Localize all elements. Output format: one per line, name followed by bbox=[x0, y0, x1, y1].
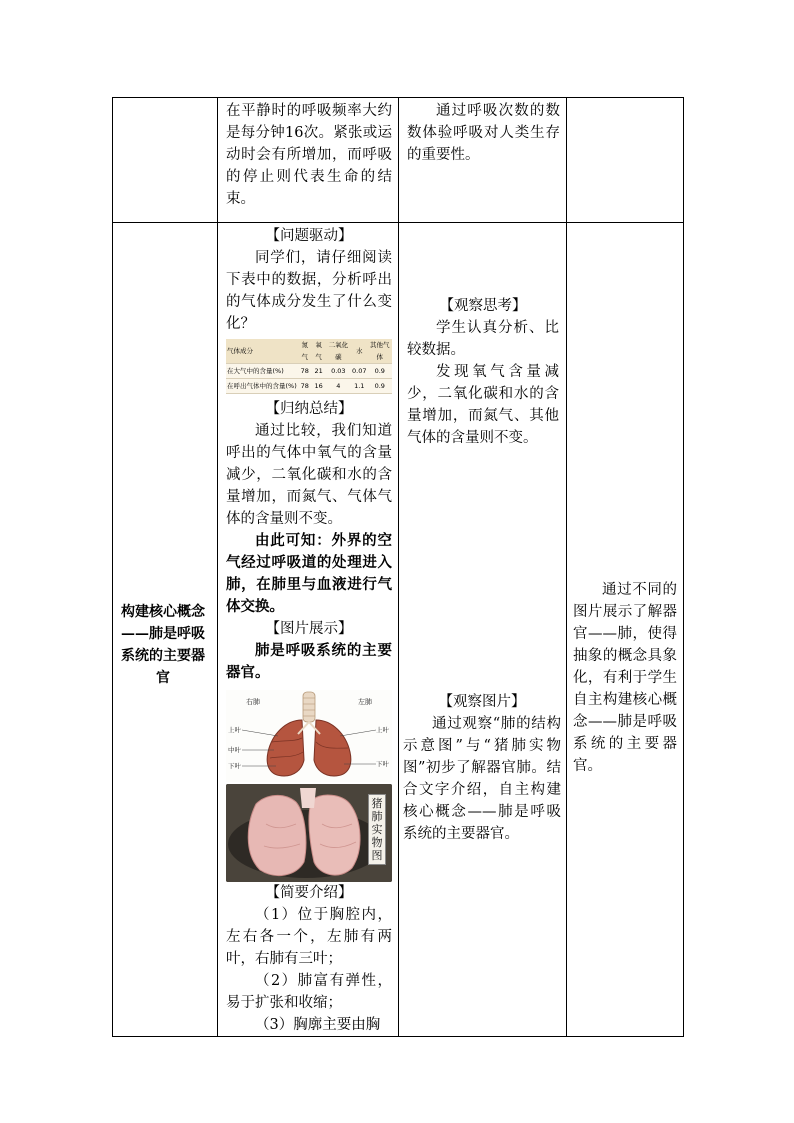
gas-header-cell: 二氧化碳 bbox=[326, 339, 351, 364]
middle-lobe-label: 中叶 bbox=[228, 746, 241, 754]
gas-header-cell: 水 bbox=[351, 339, 367, 364]
lower-lobe-label: 下叶 bbox=[228, 762, 241, 770]
student-breathing-text: 通过呼吸次数的数数体验呼吸对人类生存的重要性。 bbox=[407, 103, 560, 163]
observe-think-heading: 【观察思考】 bbox=[439, 298, 527, 314]
gas-cell: 0.9 bbox=[368, 379, 392, 394]
lesson-plan-table bbox=[112, 97, 684, 1037]
left-lung-label: 左肺 bbox=[358, 698, 372, 706]
gas-header-cell: 氮气 bbox=[298, 339, 312, 364]
lower-lobe-label: 下叶 bbox=[376, 760, 389, 768]
problem-text: 同学们，请仔细阅读下表中的数据，分析呼出的气体成分发生了什么变化？ bbox=[226, 250, 392, 332]
design-intent-cell bbox=[567, 223, 684, 1037]
stage-cell bbox=[113, 223, 218, 1037]
lung-diagram-svg bbox=[226, 690, 392, 782]
intro-item-2: （2）肺富有弹性，易于扩张和收缩； bbox=[226, 973, 392, 1011]
summary-heading: 【归纳总结】 bbox=[265, 401, 353, 417]
pig-lung-photo bbox=[226, 784, 392, 882]
gas-header-cell: 氧气 bbox=[312, 339, 326, 364]
observe-images-heading: 【观察图片】 bbox=[438, 694, 526, 710]
problem-heading: 【问题驱动】 bbox=[265, 228, 353, 244]
gas-cell: 21 bbox=[312, 364, 326, 379]
upper-lobe-label: 上叶 bbox=[228, 726, 241, 734]
gas-cell: 在大气中的含量(%) bbox=[226, 364, 298, 379]
student-activity-cell bbox=[399, 98, 567, 223]
intro-item-1: （1）位于胸腔内，左右各一个，左肺有两叶，右肺有三叶； bbox=[226, 907, 392, 967]
gas-composition-table bbox=[226, 339, 392, 394]
teacher-activity-cell bbox=[218, 98, 399, 223]
gas-table-row bbox=[226, 364, 392, 379]
design-intent-text: 通过不同的图片展示了解器官——肺，使得抽象的概念具象化，有利于学生自主构建核心概念——肺是呼吸系统的主要器官。 bbox=[573, 582, 677, 774]
images-heading: 【图片展示】 bbox=[265, 621, 353, 637]
concept-title: 构建核心概念——肺是呼吸系统的主要器官 bbox=[121, 604, 205, 686]
gas-cell: 78 bbox=[298, 379, 312, 394]
intro-item-3: （3）胸廓主要由胸 bbox=[255, 1017, 381, 1033]
gas-cell: 4 bbox=[326, 379, 351, 394]
breathing-rate-text: 在平静时的呼吸频率大约是每分钟16次。紧张或运动时会有所增加，而呼吸的停止则代表生命的结束。 bbox=[226, 103, 392, 207]
pig-lung-photo-label: 猪肺实物图 bbox=[368, 794, 386, 865]
stage-cell bbox=[113, 98, 218, 223]
gas-cell: 在呼出气体中的含量(%) bbox=[226, 379, 298, 394]
images-text: 肺是呼吸系统的主要器官。 bbox=[226, 642, 392, 681]
teacher-activity-cell bbox=[218, 223, 399, 1037]
intro-heading: 【简要介绍】 bbox=[265, 885, 353, 901]
observe-think-text-2: 发现氧气含量减少，二氧化碳和水的含量增加，而氮气、其他气体的含量则不变。 bbox=[407, 364, 559, 446]
gas-cell: 0.07 bbox=[351, 364, 367, 379]
observe-images-text: 通过观察“肺的结构示意图”与“猪肺实物图”初步了解器官肺。结合文字介绍，自主构建核心概念——肺是呼吸系统的主要器官。 bbox=[403, 716, 561, 842]
summary-text: 通过比较，我们知道呼出的气体中氧气的含量减少，二氧化碳和水的含量增加，而氮气、气体气体的含量则不变。 bbox=[226, 423, 392, 527]
gas-header-cell: 气体成分 bbox=[226, 339, 298, 364]
gas-table-row bbox=[226, 379, 392, 394]
table-row bbox=[113, 223, 684, 1037]
gas-cell: 78 bbox=[298, 364, 312, 379]
right-lung-label: 右肺 bbox=[246, 698, 260, 706]
gas-cell: 1.1 bbox=[351, 379, 367, 394]
gas-cell: 0.9 bbox=[368, 364, 392, 379]
gas-cell: 0.03 bbox=[326, 364, 351, 379]
observe-think-text-1: 学生认真分析、比较数据。 bbox=[407, 320, 559, 358]
observe-think-block bbox=[407, 295, 559, 449]
design-intent-text-block bbox=[573, 579, 677, 777]
gas-cell: 16 bbox=[312, 379, 326, 394]
observe-images-block bbox=[403, 691, 561, 845]
lung-structure-diagram bbox=[226, 690, 392, 782]
gas-table-header bbox=[226, 339, 392, 364]
gas-header-cell: 其他气体 bbox=[368, 339, 392, 364]
student-activity-cell bbox=[399, 223, 567, 1037]
upper-lobe-label: 上叶 bbox=[376, 726, 389, 734]
conclusion-text: 由此可知：外界的空气经过呼吸道的处理进入肺，在肺里与血液进行气体交换。 bbox=[226, 532, 392, 615]
trachea-shape bbox=[303, 692, 315, 722]
right-lung-shape bbox=[267, 720, 304, 776]
design-intent-cell bbox=[567, 98, 684, 223]
table-row bbox=[113, 98, 684, 223]
